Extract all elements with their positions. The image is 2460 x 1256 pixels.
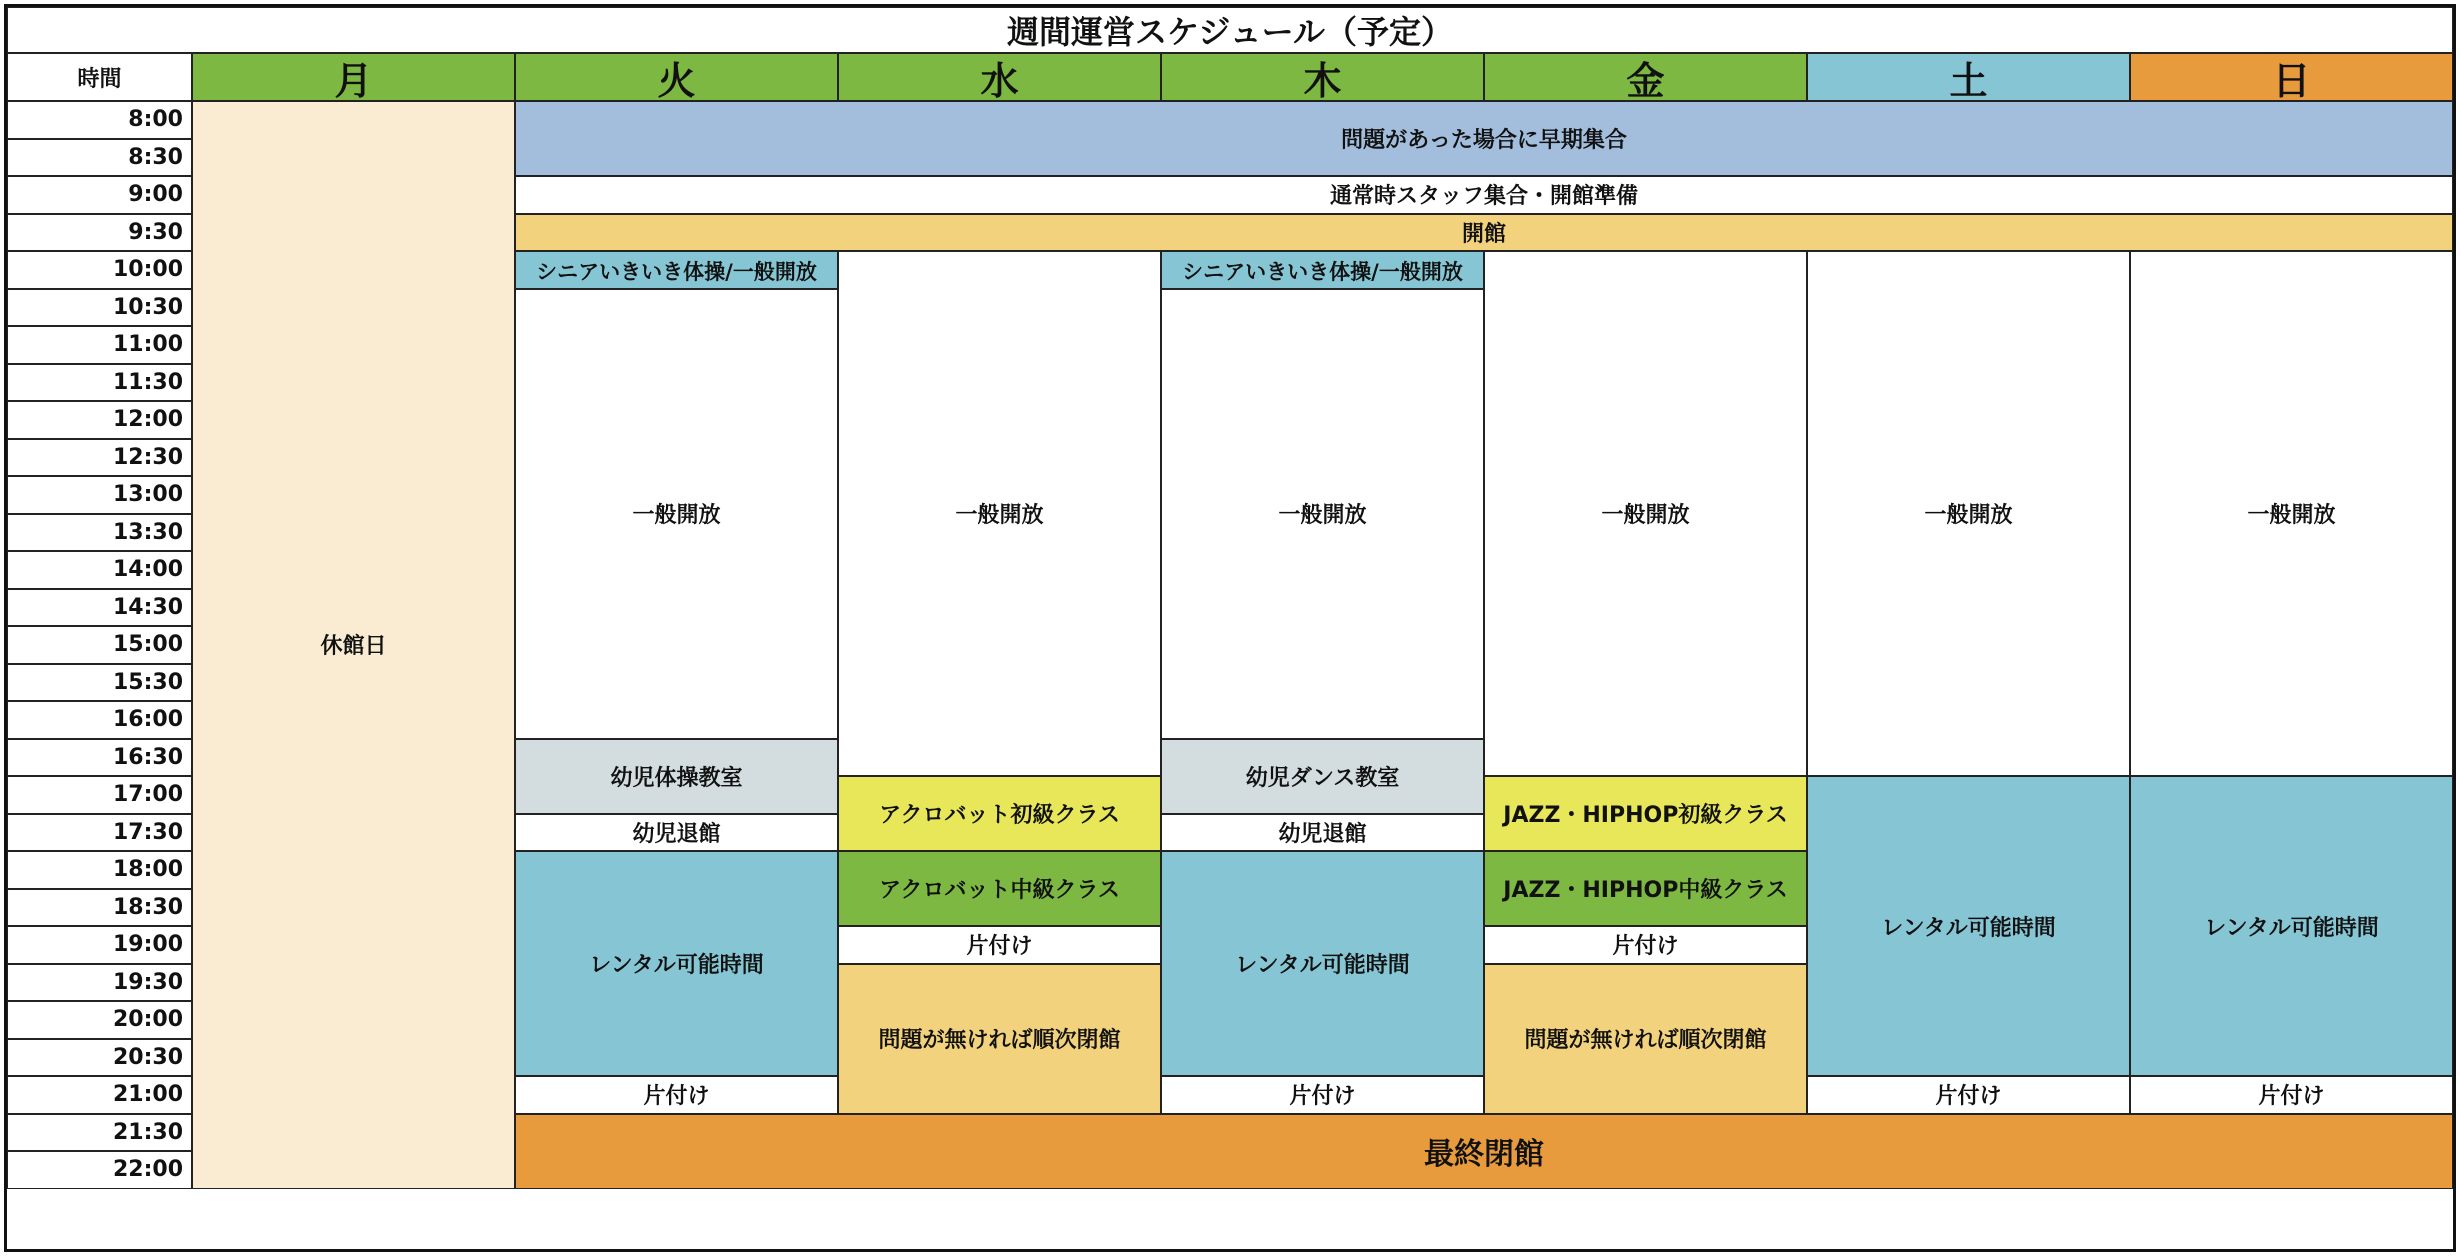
schedule-block-sun-rental: レンタル可能時間 — [2130, 776, 2453, 1076]
schedule-block-fri-closing: 問題が無ければ順次閉館 — [1484, 964, 1807, 1114]
time-slot-label: 13:00 — [7, 476, 192, 514]
schedule-block-tue-kids-leave: 幼児退館 — [515, 814, 838, 852]
schedule-block-sat-cleanup: 片付け — [1807, 1076, 2130, 1114]
schedule-block-tue-rental: レンタル可能時間 — [515, 851, 838, 1076]
time-slot-label: 19:00 — [7, 926, 192, 964]
time-slot-label: 16:00 — [7, 701, 192, 739]
schedule-block-fri-cleanup: 片付け — [1484, 926, 1807, 964]
time-slot-label: 12:00 — [7, 401, 192, 439]
time-slot-label: 19:30 — [7, 964, 192, 1002]
time-slot-label: 10:00 — [7, 251, 192, 289]
schedule-block-fri-jazz-mid: JAZZ・HIPHOP中級クラス — [1484, 851, 1807, 926]
schedule-block-final-close: 最終閉館 — [515, 1114, 2453, 1189]
time-slot-label: 8:30 — [7, 139, 192, 177]
time-slot-label: 12:30 — [7, 439, 192, 477]
schedule-sheet — [4, 4, 2456, 1252]
schedule-block-wed-open: 一般開放 — [838, 251, 1161, 776]
time-slot-label: 10:30 — [7, 289, 192, 327]
time-slot-label: 13:30 — [7, 514, 192, 552]
time-slot-label: 9:00 — [7, 176, 192, 214]
time-slot-label: 8:00 — [7, 101, 192, 139]
schedule-block-thu-rental: レンタル可能時間 — [1161, 851, 1484, 1076]
schedule-block-wed-acro-mid: アクロバット中級クラス — [838, 851, 1161, 926]
schedule-block-closed-day: 休館日 — [192, 101, 515, 1189]
schedule-block-wed-acro-basic: アクロバット初級クラス — [838, 776, 1161, 851]
schedule-block-tue-kids: 幼児体操教室 — [515, 739, 838, 814]
schedule-block-thu-cleanup: 片付け — [1161, 1076, 1484, 1114]
schedule-block-tue-open: 一般開放 — [515, 289, 838, 739]
time-slot-label: 11:00 — [7, 326, 192, 364]
time-slot-label: 22:00 — [7, 1151, 192, 1189]
time-slot-label: 17:00 — [7, 776, 192, 814]
schedule-block-sun-cleanup: 片付け — [2130, 1076, 2453, 1114]
time-column-header: 時間 — [7, 53, 192, 101]
day-header-1: 火 — [515, 53, 838, 101]
time-slot-label: 14:30 — [7, 589, 192, 627]
schedule-block-sun-open: 一般開放 — [2130, 251, 2453, 776]
time-slot-label: 17:30 — [7, 814, 192, 852]
schedule-block-early-gather: 問題があった場合に早期集合 — [515, 101, 2453, 176]
time-slot-label: 11:30 — [7, 364, 192, 402]
day-header-5: 土 — [1807, 53, 2130, 101]
time-slot-label: 9:30 — [7, 214, 192, 252]
day-header-4: 金 — [1484, 53, 1807, 101]
schedule-block-sat-rental: レンタル可能時間 — [1807, 776, 2130, 1076]
schedule-title: 週間運営スケジュール（予定） — [7, 7, 2453, 53]
schedule-block-wed-cleanup: 片付け — [838, 926, 1161, 964]
time-slot-label: 15:00 — [7, 626, 192, 664]
schedule-block-thu-open: 一般開放 — [1161, 289, 1484, 739]
day-header-3: 木 — [1161, 53, 1484, 101]
schedule-block-fri-open: 一般開放 — [1484, 251, 1807, 776]
schedule-block-thu-kids-leave: 幼児退館 — [1161, 814, 1484, 852]
time-slot-label: 14:00 — [7, 551, 192, 589]
schedule-block-tue-senior: シニアいきいき体操/一般開放 — [515, 251, 838, 289]
schedule-block-sat-open: 一般開放 — [1807, 251, 2130, 776]
time-slot-label: 18:00 — [7, 851, 192, 889]
schedule-block-tue-cleanup: 片付け — [515, 1076, 838, 1114]
schedule-block-thu-kids: 幼児ダンス教室 — [1161, 739, 1484, 814]
day-header-0: 月 — [192, 53, 515, 101]
time-slot-label: 20:00 — [7, 1001, 192, 1039]
time-slot-label: 15:30 — [7, 664, 192, 702]
time-slot-label: 21:00 — [7, 1076, 192, 1114]
time-slot-label: 16:30 — [7, 739, 192, 777]
schedule-block-fri-jazz-basic: JAZZ・HIPHOP初級クラス — [1484, 776, 1807, 851]
day-header-2: 水 — [838, 53, 1161, 101]
day-header-6: 日 — [2130, 53, 2453, 101]
schedule-block-wed-closing: 問題が無ければ順次閉館 — [838, 964, 1161, 1114]
time-slot-label: 21:30 — [7, 1114, 192, 1152]
schedule-block-opening: 開館 — [515, 214, 2453, 252]
time-slot-label: 20:30 — [7, 1039, 192, 1077]
time-slot-label: 18:30 — [7, 889, 192, 927]
schedule-block-staff-gather: 通常時スタッフ集合・開館準備 — [515, 176, 2453, 214]
schedule-block-thu-senior: シニアいきいき体操/一般開放 — [1161, 251, 1484, 289]
